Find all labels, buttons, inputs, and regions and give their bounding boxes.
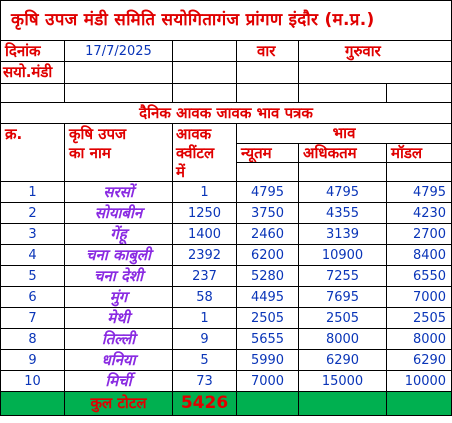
row-crop: मुंग: [65, 287, 173, 308]
report-title: दैनिक आवक जावक भाव पत्रक: [1, 103, 452, 124]
row-arrival: 5: [173, 350, 237, 371]
blank-cell: [237, 392, 299, 416]
date-label: दिनांक: [1, 41, 65, 62]
row-modal: 2700: [387, 224, 452, 245]
row-arrival: 58: [173, 287, 237, 308]
blank-cell: [299, 62, 452, 84]
column-header-max: अधिकतम: [299, 144, 387, 163]
blank-cell: [237, 163, 299, 182]
blank-cell: [173, 84, 237, 103]
column-header-arrival: [173, 124, 237, 182]
mandi-label: सयो.मंडी: [1, 62, 65, 84]
blank-cell: [65, 62, 173, 84]
blank-cell: [387, 163, 452, 182]
table-row: [1, 224, 452, 245]
row-crop: सरसों: [65, 182, 173, 203]
table-row: [1, 371, 452, 392]
row-max: 4355: [299, 203, 387, 224]
total-row: [1, 392, 452, 416]
row-max: 15000: [299, 371, 387, 392]
row-arrival: 1: [173, 308, 237, 329]
row-arrival: 237: [173, 266, 237, 287]
row-max: 7255: [299, 266, 387, 287]
row-crop: चना देशी: [65, 266, 173, 287]
arrival-header-line3: में: [176, 163, 185, 181]
row-serial: 5: [1, 266, 65, 287]
row-min: 5655: [237, 329, 299, 350]
day-label: वार: [237, 41, 299, 62]
row-serial: 4: [1, 245, 65, 266]
blank-cell: [237, 62, 299, 84]
row-crop: धनिया: [65, 350, 173, 371]
column-header-min: न्यूतम: [237, 144, 299, 163]
row-min: 4795: [237, 182, 299, 203]
table-row: [1, 308, 452, 329]
row-crop: सोयाबीन: [65, 203, 173, 224]
row-serial: 3: [1, 224, 65, 245]
table-row: [1, 329, 452, 350]
row-arrival: 73: [173, 371, 237, 392]
row-arrival: 2392: [173, 245, 237, 266]
table-row: [1, 182, 452, 203]
row-arrival: 9: [173, 329, 237, 350]
table-row: [1, 203, 452, 224]
row-min: 3750: [237, 203, 299, 224]
row-min: 2460: [237, 224, 299, 245]
row-arrival: 1400: [173, 224, 237, 245]
row-modal: 8000: [387, 329, 452, 350]
row-modal: 4795: [387, 182, 452, 203]
row-modal: 4230: [387, 203, 452, 224]
row-crop: तिल्ली: [65, 329, 173, 350]
row-max: 7695: [299, 287, 387, 308]
row-max: 3139: [299, 224, 387, 245]
column-header-modal: मॉडल: [387, 144, 452, 163]
blank-cell: [173, 41, 237, 62]
column-header-serial: क्र.: [1, 124, 65, 182]
blank-cell: [387, 392, 452, 416]
row-modal: 7000: [387, 287, 452, 308]
row-modal: 8400: [387, 245, 452, 266]
row-serial: 10: [1, 371, 65, 392]
row-serial: 9: [1, 350, 65, 371]
blank-cell: [1, 84, 65, 103]
blank-cell: [173, 62, 237, 84]
row-min: 5280: [237, 266, 299, 287]
row-modal: 6550: [387, 266, 452, 287]
row-min: 6200: [237, 245, 299, 266]
column-header-price: भाव: [237, 124, 452, 144]
arrival-header-line2: क्वींटल: [176, 144, 215, 162]
row-serial: 6: [1, 287, 65, 308]
crop-header-line2: का नाम: [69, 144, 111, 162]
row-min: 4495: [237, 287, 299, 308]
blank-cell: [237, 84, 299, 103]
row-arrival: 1: [173, 182, 237, 203]
row-serial: 1: [1, 182, 65, 203]
row-max: 8000: [299, 329, 387, 350]
date-value: 17/7/2025: [65, 41, 173, 62]
row-max: 6290: [299, 350, 387, 371]
row-modal: 6290: [387, 350, 452, 371]
column-header-crop: [65, 124, 173, 182]
blank-cell: [299, 84, 387, 103]
blank-cell: [387, 84, 452, 103]
row-min: 5990: [237, 350, 299, 371]
row-min: 7000: [237, 371, 299, 392]
row-serial: 2: [1, 203, 65, 224]
row-crop: मेथी: [65, 308, 173, 329]
total-label: कुल टोटल: [65, 392, 173, 416]
day-value: गुरुवार: [299, 41, 452, 62]
row-crop: मिर्ची: [65, 371, 173, 392]
crop-header-line1: कृषि उपज: [69, 125, 127, 143]
page-title: कृषि उपज मंडी समिति सयोगितागंज प्रांगण इंदौर (म.प्र.): [1, 1, 452, 41]
blank-cell: [1, 392, 65, 416]
table-row: [1, 350, 452, 371]
row-crop: गेंहू: [65, 224, 173, 245]
total-value: 5426: [173, 392, 237, 416]
row-serial: 8: [1, 329, 65, 350]
row-min: 2505: [237, 308, 299, 329]
row-modal: 2505: [387, 308, 452, 329]
table-row: [1, 245, 452, 266]
row-crop: चना काबुली: [65, 245, 173, 266]
arrival-header-line1: आवक: [176, 125, 212, 143]
row-max: 10900: [299, 245, 387, 266]
table-row: [1, 287, 452, 308]
row-max: 2505: [299, 308, 387, 329]
row-serial: 7: [1, 308, 65, 329]
row-max: 4795: [299, 182, 387, 203]
row-modal: 10000: [387, 371, 452, 392]
table-row: [1, 266, 452, 287]
blank-cell: [65, 84, 173, 103]
blank-cell: [299, 163, 387, 182]
blank-cell: [299, 392, 387, 416]
row-arrival: 1250: [173, 203, 237, 224]
